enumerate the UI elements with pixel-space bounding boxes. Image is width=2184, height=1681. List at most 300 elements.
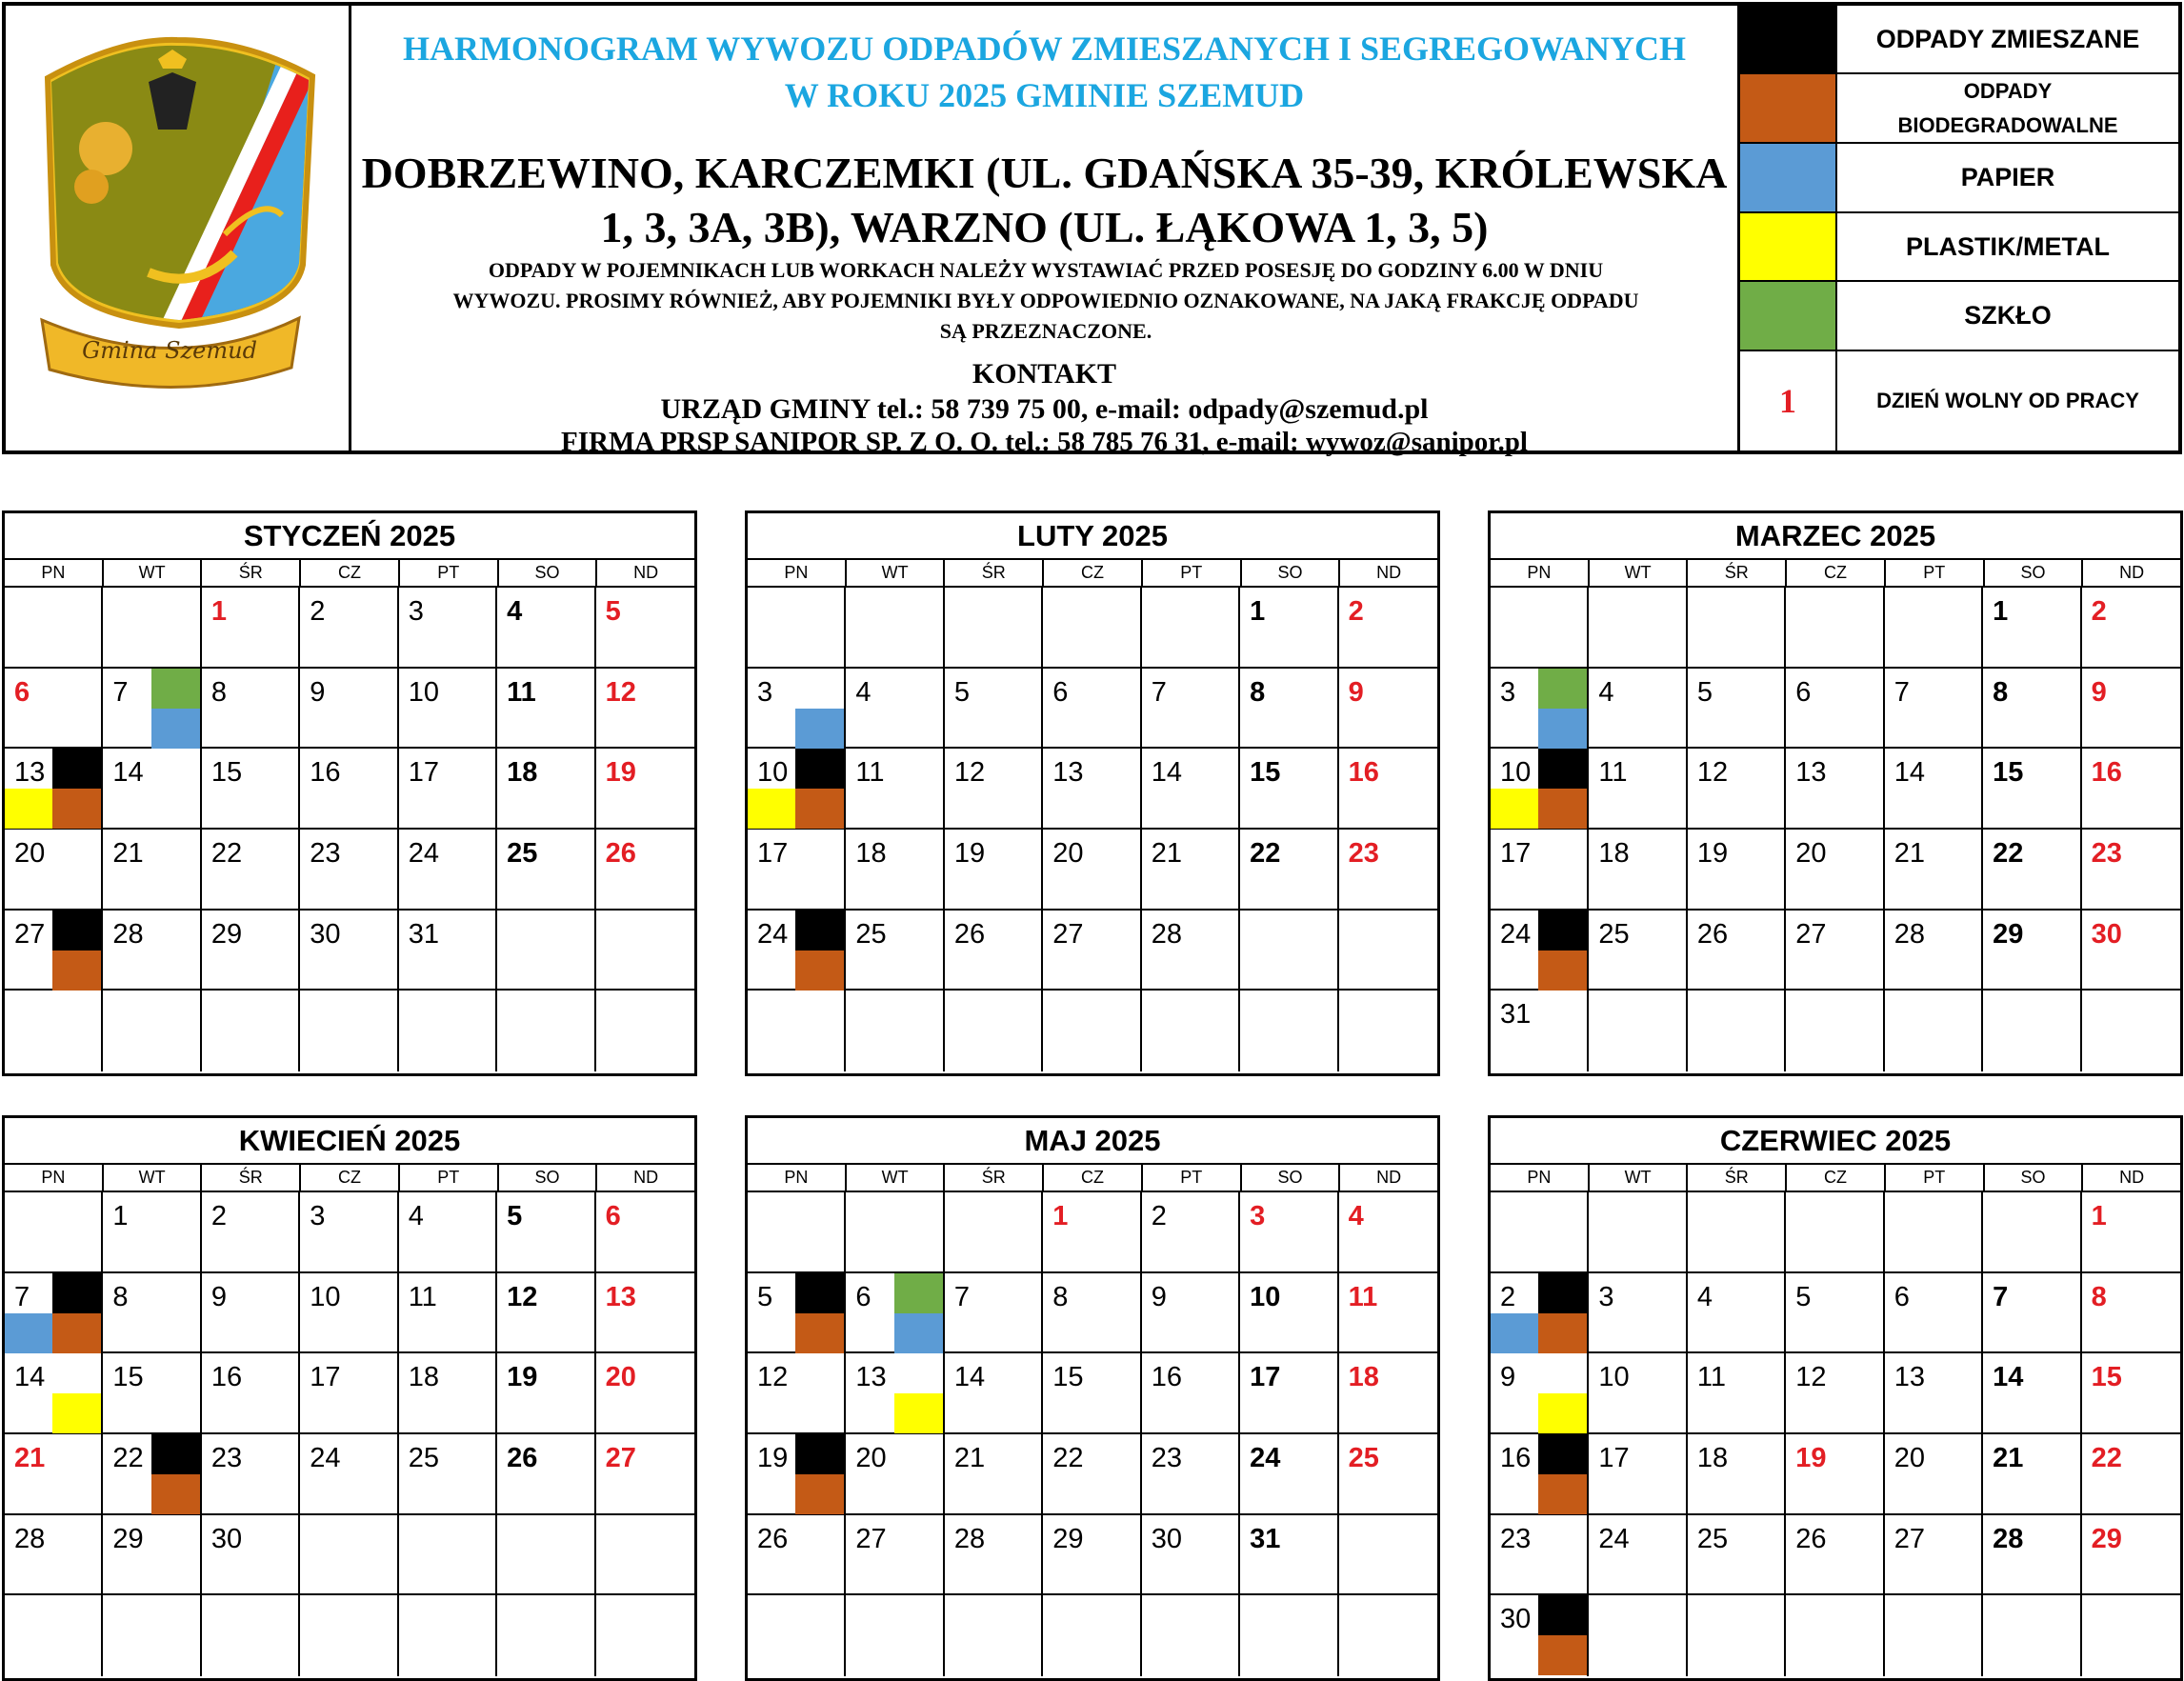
logo-cell <box>6 6 351 450</box>
day-cell <box>1240 991 1338 1071</box>
day-cell <box>202 1434 300 1515</box>
day-cell <box>945 1192 1043 1273</box>
day-cell <box>1142 911 1240 991</box>
day-number: 22 <box>210 837 243 869</box>
day-number: 17 <box>1598 1442 1630 1473</box>
day-cell <box>1688 1353 1786 1434</box>
legend-label: SZKŁO <box>1964 301 2052 330</box>
day-number: 2 <box>310 596 326 627</box>
day-cell <box>1589 1515 1687 1596</box>
day-cell <box>103 830 201 911</box>
day-grid <box>5 588 694 1071</box>
legend-swatch <box>1740 213 1837 280</box>
day-number: 7 <box>1993 1281 2009 1312</box>
weekday-label: PT <box>1143 1165 1242 1191</box>
day-cell <box>1885 1273 1983 1354</box>
day-number: 14 <box>112 757 144 789</box>
day-cell <box>1983 1353 2081 1434</box>
day-number: 21 <box>14 1442 46 1473</box>
day-cell <box>399 830 497 911</box>
day-number: 17 <box>757 837 789 869</box>
day-number: 6 <box>855 1281 872 1312</box>
weekday-label: PT <box>1886 560 1985 586</box>
day-cell <box>1983 1515 2081 1596</box>
day-cell <box>1885 669 1983 750</box>
day-cell <box>1688 991 1786 1071</box>
day-cell <box>103 588 201 669</box>
day-number: 19 <box>507 1362 538 1393</box>
month-title: KWIECIEŃ 2025 <box>5 1118 694 1165</box>
day-cell <box>846 1434 944 1515</box>
day-number: 17 <box>1500 837 1532 869</box>
day-cell <box>1786 588 1884 669</box>
day-number: 30 <box>2091 918 2122 950</box>
day-cell <box>1589 1192 1687 1273</box>
day-cell <box>846 830 944 911</box>
legend-row <box>1740 213 2178 282</box>
legend-label: PLASTIK/METAL <box>1906 231 2110 261</box>
day-cell <box>300 749 398 830</box>
weekday-header <box>1491 560 2180 588</box>
day-number: 15 <box>2091 1362 2122 1393</box>
day-cell <box>945 830 1043 911</box>
day-cell <box>1043 749 1141 830</box>
day-number: 10 <box>1598 1362 1630 1393</box>
day-number: 23 <box>1348 837 1379 869</box>
blue-collection-marker <box>1491 1313 1539 1353</box>
weekday-label: ND <box>633 1168 659 1187</box>
day-cell <box>846 1515 944 1596</box>
day-number: 11 <box>1696 1362 1726 1393</box>
day-number: 28 <box>1893 918 1925 950</box>
day-cell <box>596 991 694 1071</box>
day-number: 22 <box>1993 837 2024 869</box>
day-cell <box>1043 669 1141 750</box>
day-number: 13 <box>605 1281 636 1312</box>
day-number: 21 <box>1893 837 1925 869</box>
weekday-label: SO <box>1242 560 1341 586</box>
day-cell <box>1786 830 1884 911</box>
day-cell <box>2082 749 2180 830</box>
day-number: 18 <box>1348 1362 1379 1393</box>
day-number: 15 <box>1993 757 2024 789</box>
day-cell <box>1589 911 1687 991</box>
day-cell <box>399 1192 497 1273</box>
day-cell <box>1786 911 1884 991</box>
day-cell <box>1240 1273 1338 1354</box>
day-number: 26 <box>605 837 636 869</box>
day-cell <box>596 1434 694 1515</box>
day-number: 21 <box>1993 1442 2024 1473</box>
day-cell <box>1043 830 1141 911</box>
weekday-header <box>748 1165 1437 1192</box>
day-number: 11 <box>855 757 885 789</box>
day-cell <box>1589 1273 1687 1354</box>
weekday-header <box>1491 1165 2180 1192</box>
day-number: 21 <box>953 1442 986 1473</box>
day-cell <box>1786 1434 1884 1515</box>
day-number: 30 <box>1151 1523 1182 1554</box>
day-number: 7 <box>1151 676 1167 708</box>
day-cell <box>748 749 846 830</box>
day-number: 15 <box>112 1362 144 1393</box>
day-number: 5 <box>757 1281 773 1312</box>
day-cell <box>497 1353 595 1434</box>
day-cell <box>846 749 944 830</box>
logo-text: Gmina Szemud <box>82 337 257 364</box>
day-number: 10 <box>1250 1281 1281 1312</box>
day-cell <box>1339 1434 1437 1515</box>
day-number: 17 <box>1250 1362 1281 1393</box>
day-number: 24 <box>310 1442 341 1473</box>
day-cell <box>748 830 846 911</box>
note-line-1: ODPADY W POJEMNIKACH LUB WORKACH NALEŻY WYSTAWIAĆ PRZED POSESJĘ DO GODZINY 6.00 W DNIU <box>488 258 1604 282</box>
day-number: 28 <box>112 918 144 950</box>
blue-collection-marker <box>5 1313 53 1353</box>
day-number: 8 <box>112 1281 129 1312</box>
area-line-1: DOBRZEWINO, KARCZEMKI (UL. GDAŃSKA 35-39, KRÓLEWSKA <box>361 149 1728 197</box>
day-number: 22 <box>1052 1442 1084 1473</box>
day-number: 4 <box>408 1201 424 1231</box>
day-cell <box>1142 1192 1240 1273</box>
day-number: 8 <box>1250 676 1266 708</box>
black-collection-marker <box>795 1434 844 1474</box>
day-cell <box>202 1192 300 1273</box>
day-number: 25 <box>855 918 887 950</box>
day-number: 4 <box>507 596 523 627</box>
day-cell <box>5 1192 103 1273</box>
day-number: 13 <box>855 1362 887 1393</box>
legend-row <box>1740 351 2178 450</box>
day-number: 29 <box>2091 1523 2122 1554</box>
day-number: 5 <box>605 596 621 627</box>
month-title: CZERWIEC 2025 <box>1491 1118 2180 1165</box>
day-cell <box>1786 1192 1884 1273</box>
day-cell <box>1885 911 1983 991</box>
contact-line-2: FIRMA PRSP SANIPOR SP. Z O. O. tel.: 58 785 76 31, e-mail: wywoz@sanipor.pl <box>561 427 1528 457</box>
day-cell <box>300 830 398 911</box>
day-number: 14 <box>953 1362 986 1393</box>
day-cell <box>1142 1434 1240 1515</box>
month-title: MAJ 2025 <box>748 1118 1437 1165</box>
day-cell <box>1339 1353 1437 1434</box>
weekday-label: WT <box>847 1165 946 1191</box>
legend-swatch <box>1740 6 1837 72</box>
day-cell <box>1043 991 1141 1071</box>
day-cell <box>1339 1595 1437 1676</box>
day-number: 3 <box>1598 1281 1614 1312</box>
brown-collection-marker <box>52 951 101 991</box>
blue-collection-marker <box>894 1313 943 1353</box>
day-cell <box>497 1595 595 1676</box>
day-cell <box>202 1595 300 1676</box>
day-cell <box>945 1515 1043 1596</box>
day-cell <box>1786 1515 1884 1596</box>
day-number: 23 <box>210 1442 243 1473</box>
day-cell <box>1142 669 1240 750</box>
day-number: 8 <box>2091 1281 2107 1312</box>
day-number: 27 <box>1893 1523 1925 1554</box>
weekday-label: CZ <box>1787 1165 1886 1191</box>
day-cell <box>103 991 201 1071</box>
day-number: 9 <box>1500 1362 1516 1393</box>
brown-collection-marker <box>795 951 844 991</box>
day-number: 29 <box>112 1523 144 1554</box>
day-cell <box>1043 1353 1141 1434</box>
day-number: 2 <box>2091 596 2107 627</box>
brown-collection-marker <box>52 1313 101 1353</box>
black-collection-marker <box>1538 1273 1587 1313</box>
weekday-label: SO <box>1985 1165 2084 1191</box>
brown-collection-marker <box>1538 951 1587 991</box>
day-cell <box>5 911 103 991</box>
weekday-header <box>748 560 1437 588</box>
day-number: 11 <box>1348 1281 1378 1312</box>
contact-line-1: URZĄD GMINY tel.: 58 739 75 00, e-mail: odpady@szemud.pl <box>660 393 1429 425</box>
weekday-label: PN <box>748 1165 847 1191</box>
yellow-collection-marker <box>748 789 796 829</box>
day-cell <box>1885 1515 1983 1596</box>
contact-title: KONTAKT <box>972 358 1117 390</box>
day-number: 18 <box>408 1362 439 1393</box>
day-cell <box>1491 1273 1589 1354</box>
day-cell <box>748 1192 846 1273</box>
day-cell <box>1240 830 1338 911</box>
day-number: 16 <box>2091 757 2122 789</box>
day-cell <box>399 1434 497 1515</box>
day-cell <box>748 1595 846 1676</box>
day-cell <box>748 1353 846 1434</box>
day-cell <box>497 1273 595 1354</box>
day-cell <box>5 588 103 669</box>
day-number: 16 <box>310 757 341 789</box>
day-cell <box>1491 1192 1589 1273</box>
day-cell <box>1491 1595 1589 1676</box>
day-number: 29 <box>1993 918 2024 950</box>
day-number: 7 <box>1893 676 1910 708</box>
day-cell <box>1885 830 1983 911</box>
day-cell <box>1885 749 1983 830</box>
day-number: 2 <box>1348 596 1364 627</box>
day-cell <box>1983 1273 2081 1354</box>
day-cell <box>748 1515 846 1596</box>
brown-collection-marker <box>151 1474 200 1514</box>
day-number: 1 <box>210 596 227 627</box>
day-cell <box>399 1273 497 1354</box>
legend-label: PAPIER <box>1960 163 2055 191</box>
month-calendar <box>1488 510 2183 1076</box>
day-number: 2 <box>210 1201 227 1231</box>
day-cell <box>399 669 497 750</box>
day-cell <box>103 1273 201 1354</box>
day-number: 26 <box>1696 918 1729 950</box>
day-cell <box>399 1595 497 1676</box>
weekday-header <box>5 1165 694 1192</box>
day-number: 1 <box>1993 596 2009 627</box>
brown-collection-marker <box>795 1313 844 1353</box>
green-collection-marker <box>1538 669 1587 709</box>
day-number: 1 <box>1250 596 1266 627</box>
day-cell <box>1491 669 1589 750</box>
day-number: 23 <box>1500 1523 1532 1554</box>
day-cell <box>2082 1434 2180 1515</box>
day-cell <box>1589 749 1687 830</box>
day-cell <box>1043 1595 1141 1676</box>
day-number: 9 <box>310 676 326 708</box>
day-cell <box>1786 749 1884 830</box>
day-cell <box>1240 669 1338 750</box>
day-number: 3 <box>408 596 424 627</box>
black-collection-marker <box>52 749 101 789</box>
month-title: STYCZEŃ 2025 <box>5 513 694 560</box>
legend-row <box>1740 6 2178 74</box>
day-number: 27 <box>14 918 46 950</box>
weekday-label: ŚR <box>1688 1165 1787 1191</box>
day-cell <box>5 669 103 750</box>
day-cell <box>1240 911 1338 991</box>
weekday-label: CZ <box>301 1165 400 1191</box>
day-number: 6 <box>1052 676 1069 708</box>
day-cell <box>202 1353 300 1434</box>
day-cell <box>202 991 300 1071</box>
day-number: 14 <box>1893 757 1925 789</box>
weekday-label: SO <box>499 1165 598 1191</box>
day-number: 20 <box>1052 837 1084 869</box>
day-cell <box>300 1515 398 1596</box>
day-cell <box>1142 1515 1240 1596</box>
day-number: 19 <box>605 757 636 789</box>
day-cell <box>1983 1595 2081 1676</box>
day-cell <box>945 1595 1043 1676</box>
yellow-collection-marker <box>1538 1393 1587 1433</box>
day-number: 5 <box>1795 1281 1812 1312</box>
day-cell <box>1885 1353 1983 1434</box>
day-number: 24 <box>1250 1442 1281 1473</box>
day-cell <box>300 1273 398 1354</box>
day-cell <box>1786 669 1884 750</box>
day-cell <box>1688 1595 1786 1676</box>
day-number: 14 <box>1151 757 1182 789</box>
day-number: 18 <box>507 757 538 789</box>
day-cell <box>399 749 497 830</box>
day-cell <box>1983 588 2081 669</box>
weekday-label: CZ <box>301 560 400 586</box>
day-number: 3 <box>310 1201 326 1231</box>
weekday-label: WT <box>847 560 946 586</box>
day-cell <box>1885 588 1983 669</box>
blue-collection-marker <box>795 709 844 749</box>
day-number: 2 <box>1151 1201 1167 1231</box>
day-cell <box>1885 1595 1983 1676</box>
day-number: 25 <box>1696 1523 1729 1554</box>
day-number: 8 <box>1993 676 2009 708</box>
weekday-label: PN <box>748 560 847 586</box>
month-title: MARZEC 2025 <box>1491 513 2180 560</box>
day-number: 18 <box>1598 837 1630 869</box>
day-cell <box>945 588 1043 669</box>
day-number: 28 <box>1151 918 1182 950</box>
legend-label: ODPADY ZMIESZANE <box>1875 24 2140 53</box>
day-number: 19 <box>953 837 986 869</box>
yellow-collection-marker <box>1491 789 1539 829</box>
day-cell <box>300 991 398 1071</box>
brown-collection-marker <box>52 789 101 829</box>
weekday-label: ŚR <box>1688 560 1787 586</box>
day-number: 25 <box>1348 1442 1379 1473</box>
day-cell <box>1589 1434 1687 1515</box>
blue-collection-marker <box>151 709 200 749</box>
day-cell <box>1240 1434 1338 1515</box>
title-line-1: HARMONOGRAM WYWOZU ODPADÓW ZMIESZANYCH I SEGREGOWANYCH <box>402 30 1687 68</box>
day-cell <box>1043 911 1141 991</box>
day-cell <box>596 1192 694 1273</box>
day-cell <box>5 1595 103 1676</box>
day-cell <box>1043 1434 1141 1515</box>
day-cell <box>1589 991 1687 1071</box>
month-title: LUTY 2025 <box>748 513 1437 560</box>
day-cell <box>2082 669 2180 750</box>
day-number: 31 <box>408 918 439 950</box>
day-cell <box>1339 991 1437 1071</box>
brown-collection-marker <box>795 1474 844 1514</box>
day-cell <box>596 1595 694 1676</box>
day-number: 17 <box>310 1362 341 1393</box>
day-cell <box>399 1353 497 1434</box>
day-number: 20 <box>1893 1442 1925 1473</box>
day-number: 24 <box>1598 1523 1630 1554</box>
day-number: 10 <box>408 676 439 708</box>
green-collection-marker <box>894 1273 943 1313</box>
day-grid <box>1491 1192 2180 1676</box>
day-number: 21 <box>112 837 144 869</box>
weekday-label: PT <box>400 1165 499 1191</box>
day-number: 20 <box>855 1442 887 1473</box>
day-cell <box>1688 1434 1786 1515</box>
day-cell <box>1983 911 2081 991</box>
day-cell <box>300 1192 398 1273</box>
day-number: 10 <box>1500 757 1532 789</box>
day-cell <box>1339 830 1437 911</box>
day-cell <box>202 830 300 911</box>
day-number: 13 <box>1893 1362 1925 1393</box>
note-line-2: WYWOZU. PROSIMY RÓWNIEŻ, ABY POJEMNIKI BYŁY ODPOWIEDNIO OZNAKOWANE, NA JAKĄ FRAKCJĘ ODPADU <box>452 289 1639 312</box>
day-cell <box>202 911 300 991</box>
day-cell <box>1786 1353 1884 1434</box>
weekday-label: WT <box>104 560 203 586</box>
day-cell <box>497 1434 595 1515</box>
day-cell <box>1339 669 1437 750</box>
day-number: 7 <box>953 1281 970 1312</box>
day-cell <box>103 669 201 750</box>
day-cell <box>2082 991 2180 1071</box>
day-number: 27 <box>1052 918 1084 950</box>
legend-label: ODPADY BIODEGRADOWALNE <box>1897 78 2118 137</box>
day-cell <box>1240 749 1338 830</box>
day-cell <box>1491 911 1589 991</box>
day-cell <box>1885 991 1983 1071</box>
day-number: 8 <box>1052 1281 1069 1312</box>
day-cell <box>2082 1192 2180 1273</box>
weekday-label: PT <box>1886 1165 1985 1191</box>
day-cell <box>945 1273 1043 1354</box>
day-number: 10 <box>757 757 789 789</box>
title-line-2: W ROKU 2025 GMINIE SZEMUD <box>784 76 1305 114</box>
weekday-label: WT <box>104 1165 203 1191</box>
day-cell <box>497 830 595 911</box>
day-grid <box>748 588 1437 1071</box>
day-cell <box>497 1192 595 1273</box>
day-cell <box>1688 830 1786 911</box>
